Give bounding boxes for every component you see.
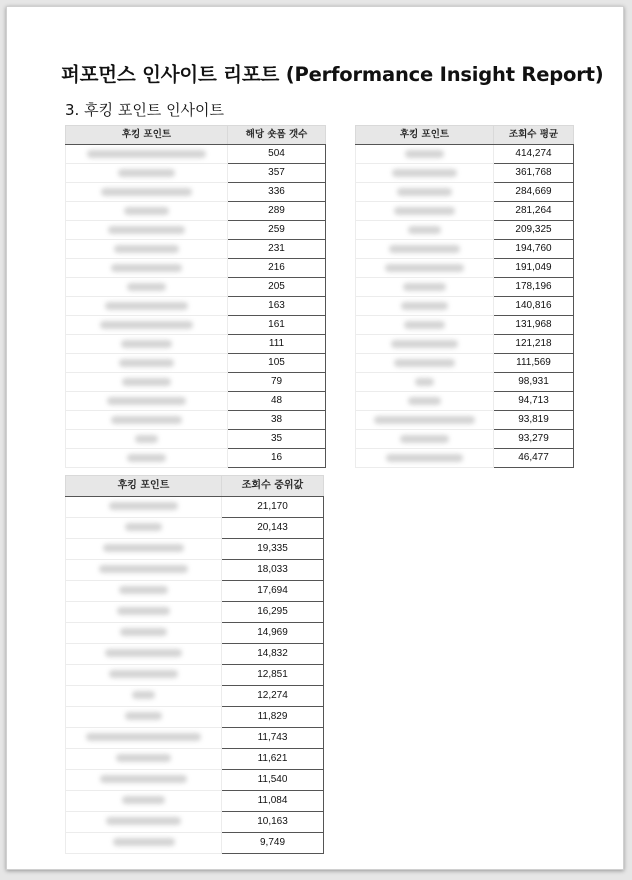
redaction-blur: [101, 188, 191, 196]
value-cell: 336: [228, 183, 326, 202]
redaction-blur: [114, 245, 178, 253]
table-row: [66, 297, 326, 316]
table-row: [66, 164, 326, 183]
hook-point-cell-redacted: [356, 373, 494, 392]
redaction-blur: [125, 712, 162, 720]
redaction-blur: [108, 226, 185, 234]
value-cell: 231: [228, 240, 326, 259]
table-row: [66, 833, 324, 854]
value-cell: 20,143: [222, 518, 324, 539]
table-row: [66, 316, 326, 335]
hook-point-cell-redacted: [66, 728, 222, 749]
value-cell: 98,931: [494, 373, 574, 392]
table-row: [66, 623, 324, 644]
table-row: [66, 770, 324, 791]
value-cell: 111,569: [494, 354, 574, 373]
value-cell: 16: [228, 449, 326, 468]
redaction-blur: [116, 754, 172, 762]
table-row: [66, 278, 326, 297]
median-views-header: 조회수 중위값: [222, 476, 324, 497]
value-cell: 216: [228, 259, 326, 278]
table-row: [66, 539, 324, 560]
redaction-blur: [415, 378, 435, 386]
value-cell: 504: [228, 145, 326, 164]
redaction-blur: [386, 454, 463, 462]
table-row: [66, 221, 326, 240]
hook-point-header: 후킹 포인트: [66, 126, 228, 145]
table-row: [356, 373, 574, 392]
hook-point-header: 후킹 포인트: [66, 476, 222, 497]
hook-point-header: 후킹 포인트: [356, 126, 494, 145]
redaction-blur: [401, 302, 447, 310]
video-count-table: [65, 125, 326, 468]
redaction-blur: [109, 670, 177, 678]
value-cell: 161: [228, 316, 326, 335]
hook-point-cell-redacted: [66, 240, 228, 259]
redaction-blur: [404, 321, 446, 329]
table-row: [66, 707, 324, 728]
table-row: [66, 145, 326, 164]
hook-point-cell-redacted: [66, 354, 228, 373]
redaction-blur: [87, 150, 205, 158]
value-cell: 79: [228, 373, 326, 392]
average-views-table: [355, 125, 574, 468]
table-row: [356, 202, 574, 221]
hook-point-cell-redacted: [356, 202, 494, 221]
value-cell: 21,170: [222, 497, 324, 518]
hook-point-cell-redacted: [356, 335, 494, 354]
table-row: [356, 183, 574, 202]
hook-point-cell-redacted: [66, 833, 222, 854]
redaction-blur: [405, 150, 443, 158]
value-cell: 14,969: [222, 623, 324, 644]
table-row: [66, 373, 326, 392]
table-row: [356, 297, 574, 316]
hook-point-cell-redacted: [66, 770, 222, 791]
table-row: [66, 602, 324, 623]
hook-point-cell-redacted: [66, 812, 222, 833]
hook-point-cell-redacted: [66, 623, 222, 644]
hook-point-cell-redacted: [66, 202, 228, 221]
table-row: [356, 430, 574, 449]
hook-point-cell-redacted: [66, 791, 222, 812]
hook-point-cell-redacted: [66, 707, 222, 728]
table-row: [356, 392, 574, 411]
redaction-blur: [113, 838, 175, 846]
redaction-blur: [100, 321, 193, 329]
value-cell: 357: [228, 164, 326, 183]
table-row: [66, 202, 326, 221]
redaction-blur: [111, 264, 182, 272]
value-cell: 94,713: [494, 392, 574, 411]
video-count-header: 해당 숏폼 갯수: [228, 126, 326, 145]
redaction-blur: [394, 207, 454, 215]
redaction-blur: [119, 586, 169, 594]
hook-point-cell-redacted: [66, 373, 228, 392]
table-row: [66, 728, 324, 749]
value-cell: 19,335: [222, 539, 324, 560]
table-row: [66, 430, 326, 449]
table-row: [356, 145, 574, 164]
hook-point-cell-redacted: [66, 278, 228, 297]
table-row: [66, 812, 324, 833]
value-cell: 11,743: [222, 728, 324, 749]
value-cell: 131,968: [494, 316, 574, 335]
redaction-blur: [394, 359, 454, 367]
table-row: [66, 354, 326, 373]
value-cell: 11,084: [222, 791, 324, 812]
hook-point-cell-redacted: [66, 164, 228, 183]
value-cell: 191,049: [494, 259, 574, 278]
table-row: [66, 644, 324, 665]
hook-point-cell-redacted: [356, 392, 494, 411]
redaction-blur: [120, 628, 167, 636]
redaction-blur: [109, 502, 177, 510]
table-row: [66, 791, 324, 812]
hook-point-cell-redacted: [66, 560, 222, 581]
value-cell: 35: [228, 430, 326, 449]
hook-point-cell-redacted: [66, 644, 222, 665]
value-cell: 9,749: [222, 833, 324, 854]
value-cell: 121,218: [494, 335, 574, 354]
table-row: [66, 449, 326, 468]
value-cell: 93,279: [494, 430, 574, 449]
table-row: [66, 392, 326, 411]
value-cell: 205: [228, 278, 326, 297]
hook-point-cell-redacted: [356, 316, 494, 335]
table-row: [66, 749, 324, 770]
redaction-blur: [389, 245, 460, 253]
redaction-blur: [124, 207, 169, 215]
redaction-blur: [374, 416, 475, 424]
value-cell: 414,274: [494, 145, 574, 164]
hook-point-cell-redacted: [66, 430, 228, 449]
value-cell: 284,669: [494, 183, 574, 202]
hook-point-cell-redacted: [356, 449, 494, 468]
hook-point-cell-redacted: [356, 221, 494, 240]
redaction-blur: [127, 454, 166, 462]
hook-point-cell-redacted: [66, 297, 228, 316]
hook-point-cell-redacted: [66, 686, 222, 707]
table-row: [356, 316, 574, 335]
table-row: [66, 497, 324, 518]
median-views-table: [65, 475, 324, 854]
redaction-blur: [125, 523, 162, 531]
value-cell: 12,274: [222, 686, 324, 707]
value-cell: 11,621: [222, 749, 324, 770]
table-row: [356, 335, 574, 354]
hook-point-cell-redacted: [66, 145, 228, 164]
table-row: [356, 411, 574, 430]
table-row: [66, 581, 324, 602]
redaction-blur: [107, 397, 187, 405]
value-cell: 105: [228, 354, 326, 373]
redaction-blur: [119, 359, 173, 367]
redaction-blur: [135, 435, 158, 443]
redaction-blur: [408, 226, 441, 234]
hook-point-cell-redacted: [66, 518, 222, 539]
value-cell: 281,264: [494, 202, 574, 221]
table-row: [66, 259, 326, 278]
redaction-blur: [122, 796, 165, 804]
hook-point-cell-redacted: [356, 297, 494, 316]
redaction-blur: [105, 649, 182, 657]
redaction-blur: [391, 340, 459, 348]
value-cell: 10,163: [222, 812, 324, 833]
table-row: [356, 240, 574, 259]
table-row: [356, 354, 574, 373]
table-row: [356, 164, 574, 183]
value-cell: 48: [228, 392, 326, 411]
hook-point-cell-redacted: [356, 145, 494, 164]
table-row: [66, 665, 324, 686]
hook-point-cell-redacted: [66, 183, 228, 202]
redaction-blur: [103, 544, 184, 552]
hook-point-cell-redacted: [66, 581, 222, 602]
hook-point-cell-redacted: [356, 430, 494, 449]
hook-point-cell-redacted: [356, 183, 494, 202]
table-row: [66, 335, 326, 354]
average-views-header: 조회수 평균: [494, 126, 574, 145]
hook-point-cell-redacted: [66, 602, 222, 623]
hook-point-cell-redacted: [356, 354, 494, 373]
value-cell: 11,540: [222, 770, 324, 791]
table-row: [66, 411, 326, 430]
value-cell: 361,768: [494, 164, 574, 183]
redaction-blur: [121, 340, 173, 348]
redaction-blur: [397, 188, 452, 196]
hook-point-cell-redacted: [356, 164, 494, 183]
redaction-blur: [403, 283, 447, 291]
report-title: 퍼포먼스 인사이트 리포트 (Performance Insight Report): [61, 63, 604, 86]
hook-point-cell-redacted: [66, 411, 228, 430]
redaction-blur: [132, 691, 154, 699]
table-row: [66, 183, 326, 202]
section-title: 3. 후킹 포인트 인사이트: [65, 101, 225, 119]
table-row: [66, 518, 324, 539]
table-row: [66, 560, 324, 581]
value-cell: 93,819: [494, 411, 574, 430]
value-cell: 140,816: [494, 297, 574, 316]
redaction-blur: [86, 733, 200, 741]
redaction-blur: [392, 169, 458, 177]
hook-point-cell-redacted: [66, 316, 228, 335]
table-row: [356, 278, 574, 297]
value-cell: 14,832: [222, 644, 324, 665]
table-row: [66, 686, 324, 707]
hook-point-cell-redacted: [66, 539, 222, 560]
value-cell: 38: [228, 411, 326, 430]
hook-point-cell-redacted: [356, 240, 494, 259]
value-cell: 11,829: [222, 707, 324, 728]
value-cell: 194,760: [494, 240, 574, 259]
value-cell: 12,851: [222, 665, 324, 686]
hook-point-cell-redacted: [66, 221, 228, 240]
redaction-blur: [100, 775, 187, 783]
value-cell: 17,694: [222, 581, 324, 602]
redaction-blur: [127, 283, 166, 291]
hook-point-cell-redacted: [356, 411, 494, 430]
redaction-blur: [111, 416, 182, 424]
value-cell: 209,325: [494, 221, 574, 240]
redaction-blur: [118, 169, 176, 177]
value-cell: 16,295: [222, 602, 324, 623]
hook-point-cell-redacted: [66, 335, 228, 354]
table-row: [356, 449, 574, 468]
value-cell: 163: [228, 297, 326, 316]
value-cell: 18,033: [222, 560, 324, 581]
value-cell: 46,477: [494, 449, 574, 468]
hook-point-cell-redacted: [66, 497, 222, 518]
table-row: [356, 259, 574, 278]
hook-point-cell-redacted: [66, 449, 228, 468]
hook-point-cell-redacted: [66, 749, 222, 770]
table-row: [356, 221, 574, 240]
redaction-blur: [99, 565, 188, 573]
table-row: [66, 240, 326, 259]
redaction-blur: [117, 607, 169, 615]
hook-point-cell-redacted: [66, 392, 228, 411]
redaction-blur: [408, 397, 441, 405]
hook-point-cell-redacted: [66, 665, 222, 686]
value-cell: 259: [228, 221, 326, 240]
hook-point-cell-redacted: [66, 259, 228, 278]
report-page: [6, 6, 624, 870]
redaction-blur: [385, 264, 464, 272]
value-cell: 111: [228, 335, 326, 354]
redaction-blur: [106, 817, 180, 825]
value-cell: 289: [228, 202, 326, 221]
hook-point-cell-redacted: [356, 278, 494, 297]
redaction-blur: [122, 378, 171, 386]
value-cell: 178,196: [494, 278, 574, 297]
hook-point-cell-redacted: [356, 259, 494, 278]
redaction-blur: [400, 435, 449, 443]
redaction-blur: [105, 302, 189, 310]
